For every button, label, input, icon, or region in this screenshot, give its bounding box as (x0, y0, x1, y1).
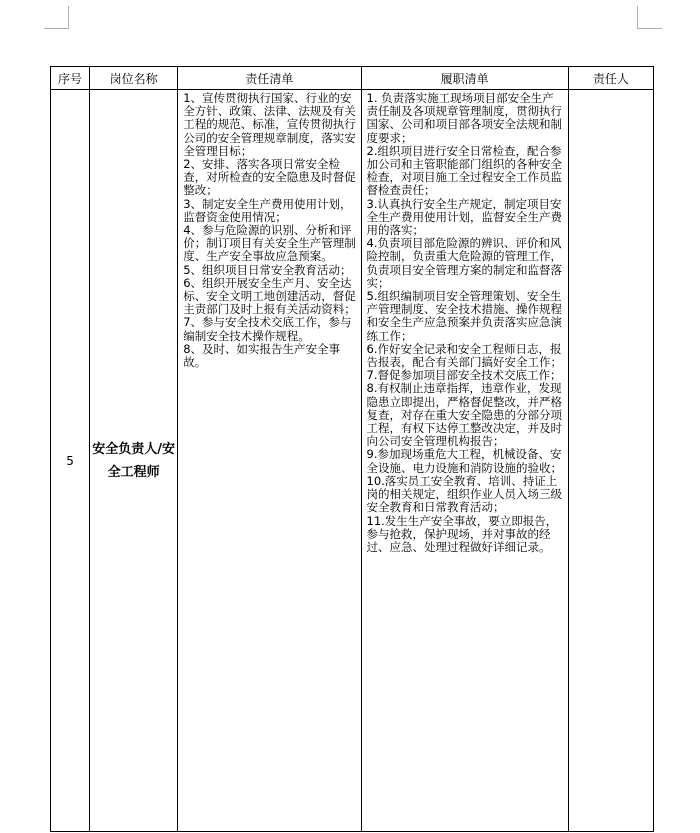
duty-item: 5.组织编制项目安全管理策划、安全生产管理制度、安全技术措施、操作规程和安全生产应急预案并负责落实应急演练工作； (366, 289, 562, 343)
duty-item: 9.参加现场重危大工程，机械设备、安全设施、电力设施和消防设施的验收； (366, 447, 562, 475)
duty-item: 6.作好安全记录和安全工程师日志，报告报表，配合有关部门搞好安全工作； (366, 341, 562, 370)
duty-item: 11.发生生产安全事故，要立即报告，参与抢救，保护现场，并对事故的经过、应急、处理过程做好详细记录。 (366, 513, 558, 554)
header-number: 序号 (51, 67, 90, 90)
header-row (51, 67, 654, 90)
header-duties: 履职清单 (361, 67, 568, 90)
header-responsible-person: 责任人 (568, 67, 653, 90)
responsibility-item: 2、安排、落实各项日常安全检查，对所检查的安全隐患及时督促整改； (183, 157, 356, 198)
crop-mark-top-right-vertical (637, 6, 638, 28)
duty-list (361, 90, 568, 832)
header-responsibilities: 责任清单 (178, 67, 361, 90)
duty-item: 8.有权制止违章指挥，违章作业，发现隐患立即提出，严格督促整改，并严格复查，对存在重大安全隐患的分部分项工程，有权下达停工整改决定，并及时向公司安全管理机构报告； (366, 381, 562, 449)
responsibility-item: 6、组织开展安全生产月、安全达标、安全文明工地创建活动，督促主责部门及时上报有关活动资料； (183, 275, 356, 317)
position-name: 安全负责人/安全工程师 (90, 90, 178, 832)
duty-item: 1. 负责落实施工现场项目部安全生产责任制及各项规章管理制度，贯彻执行国家、公司和项目部各项安全法规和制度要求； (366, 91, 562, 145)
responsibility-table (50, 66, 654, 832)
responsibility-item: 8、及时、如实报告生产安全事故。 (183, 341, 341, 370)
crop-mark-top-left-vertical (68, 6, 69, 28)
duty-item: 10.落实员工安全教育、培训、持证上岗的相关规定，组织作业人员入场三级安全教育和日常教育活动； (366, 473, 562, 515)
duty-item: 4.负责项目部危险源的辨识、评价和风险控制，负责重大危险源的管理工作，负责项目安全管理方案的制定和监督落实； (366, 236, 562, 290)
responsibility-item: 4、参与危险源的识别、分析和评价；制订项目有关安全生产管理制度、生产安全事故应急预案。 (183, 223, 356, 264)
responsibility-list (178, 90, 361, 832)
table-row (51, 90, 654, 832)
duty-item: 3.认真执行安全生产规定，制定项目安全生产费用使用计划，监督安全生产费用的落实； (366, 196, 562, 238)
responsibility-item: 7、参与安全技术交底工作，参与编制安全技术操作规程。 (183, 315, 352, 343)
crop-mark-top-left-horizontal (44, 28, 69, 29)
responsibility-item: 1、宣传贯彻执行国家、行业的安全方针、政策、法律、法规及有关工程的规范、标准，宣传贯彻执行公司的安全管理规章制度，落实安全管理目标； (183, 91, 356, 158)
duty-item: 7.督促参加项目部安全技术交底工作； (366, 368, 562, 383)
responsible-person-cell (568, 90, 653, 832)
responsibility-item: 3、制定安全生产费用使用计划，监督资金使用情况； (183, 196, 352, 224)
header-position: 岗位名称 (90, 67, 178, 90)
responsibility-item: 5、组织项目日常安全教育活动； (183, 262, 352, 277)
row-number: 5 (51, 90, 90, 832)
crop-mark-top-right-horizontal (637, 28, 662, 29)
duty-item: 2.组织项目进行安全日常检查，配合参加公司和主管职能部门组织的各种安全检查，对项目施工全过程安全工作员监督检查责任； (366, 143, 562, 198)
